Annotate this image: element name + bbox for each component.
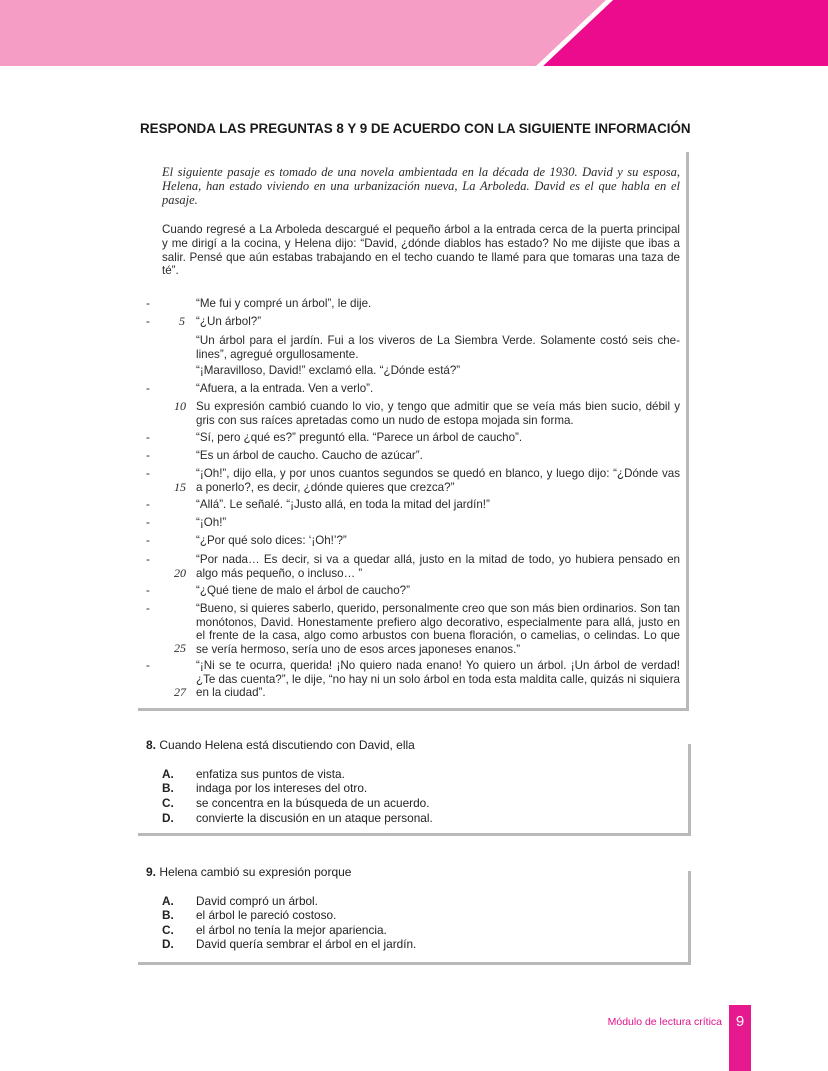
question-9-option-b[interactable] <box>162 908 336 922</box>
line-dash: - <box>146 449 150 462</box>
dialogue-line <box>146 584 686 598</box>
dialogue-line <box>146 659 686 700</box>
line-number: 5 <box>179 314 185 328</box>
line-dash: - <box>146 553 150 566</box>
option-letter: D. <box>162 937 174 951</box>
dialogue-line <box>146 334 686 361</box>
dialogue-line <box>146 364 686 378</box>
option-letter: A. <box>162 767 174 781</box>
question-8-option-a[interactable] <box>162 767 345 781</box>
dialogue-line <box>146 382 686 396</box>
line-dash: - <box>146 498 150 511</box>
option-letter: A. <box>162 894 174 908</box>
line-text: “¡Maravilloso, David!” exclamó ella. “¿Dónde está?” <box>196 364 461 377</box>
line-number: 10 <box>174 399 186 413</box>
option-text: David compró un árbol. <box>196 894 318 908</box>
line-dash: - <box>146 297 150 310</box>
line-dash: - <box>146 659 150 672</box>
line-dash: - <box>146 382 150 395</box>
option-letter: C. <box>162 796 174 810</box>
option-text: enfatiza sus puntos de vista. <box>196 767 345 781</box>
question-8-stem <box>146 738 415 752</box>
dialogue-line <box>146 516 686 530</box>
line-number: 20 <box>174 566 186 580</box>
line-dash: - <box>146 467 150 480</box>
dialogue-line <box>146 553 686 580</box>
line-text: “Allá”. Le señalé. “¡Justo allá, en toda la mitad del jardín!” <box>196 498 490 511</box>
line-text: “¿Por qué solo dices: ‘¡Oh!’?” <box>196 534 347 547</box>
option-text: David quería sembrar el árbol en el jardín. <box>196 937 417 951</box>
passage-intro: El siguiente pasaje es tomado de una novela ambientada en la década de 1930. David y su esposa, Helena, han estado viviendo en una urbanización nueva, La Arboleda. David es el que habla en el pasaje. <box>162 165 680 208</box>
option-letter: B. <box>162 781 174 795</box>
dialogue-line <box>146 431 686 445</box>
line-text: “Afuera, a la entrada. Ven a verlo”. <box>196 382 374 395</box>
question-9-option-c[interactable] <box>162 923 387 937</box>
dialogue-line <box>146 467 686 494</box>
line-text: “Un árbol para el jardín. Fui a los viveros de La Siembra Verde. Solamente costó seis che-lines”, agregué orgullosamente. <box>196 334 680 361</box>
header-band <box>0 0 828 66</box>
question-9-option-a[interactable] <box>162 894 318 908</box>
line-text: “Me fui y compré un árbol”, le dije. <box>196 297 372 310</box>
line-number: 27 <box>174 685 186 699</box>
line-text: “Sí, pero ¿qué es?” preguntó ella. “Parece un árbol de caucho”. <box>196 431 523 444</box>
line-dash: - <box>146 584 150 597</box>
option-text: se concentra en la búsqueda de un acuerdo. <box>196 796 430 810</box>
question-number: 8. <box>146 738 157 752</box>
question-number: 9. <box>146 865 157 879</box>
footer-module-label: Módulo de lectura crítica <box>607 1016 722 1028</box>
line-text: “¡Ni se te ocurra, querida! ¡No quiero nada enano! Yo quiero un árbol. ¡Un árbol de verdad! ¿Te das cuenta?”, le dije, “no hay ni un solo árbol en toda esta maldita calle, quizás ni siquiera en la ciudad”. <box>196 659 680 700</box>
line-number: 15 <box>174 480 186 494</box>
line-dash: - <box>146 315 150 328</box>
line-text: “¿Un árbol?” <box>196 315 262 328</box>
line-text: “Por nada… Es decir, si va a quedar allá, justo en la mitad de todo, yo hubiera pensado en algo más pequeño, o incluso… ” <box>196 553 680 580</box>
question-text: Helena cambió su expresión porque <box>159 865 352 879</box>
option-text: indaga por los intereses del otro. <box>196 781 368 795</box>
question-8-option-b[interactable] <box>162 781 367 795</box>
option-letter: C. <box>162 923 174 937</box>
option-text: el árbol le pareció costoso. <box>196 908 337 922</box>
option-letter: B. <box>162 908 174 922</box>
option-letter: D. <box>162 811 174 825</box>
option-text: convierte la discusión en un ataque personal. <box>196 811 433 825</box>
dialogue-line <box>146 400 686 427</box>
dialogue-line <box>146 498 686 512</box>
line-dash: - <box>146 602 150 615</box>
line-text: “¡Oh!”, dijo ella, y por unos cuantos segundos se quedó en blanco, y luego dijo: “¿Dónde vas a ponerlo?, es decir, ¿dónde quieres que crezca?” <box>196 467 680 494</box>
line-number: 25 <box>174 641 186 655</box>
line-text: Su expresión cambió cuando lo vio, y tengo que admitir que se veía más bien sucio, débil y gris con sus raíces apretadas como un nudo de estopa mojada sin forma. <box>196 400 680 427</box>
section-title: RESPONDA LAS PREGUNTAS 8 Y 9 DE ACUERDO CON LA SIGUIENTE INFORMACIÓN <box>140 121 691 136</box>
line-dash: - <box>146 431 150 444</box>
option-text: el árbol no tenía la mejor apariencia. <box>196 923 387 937</box>
dialogue-line <box>146 315 686 329</box>
line-text: “¡Oh!” <box>196 516 227 529</box>
line-dash: - <box>146 534 150 547</box>
question-8-option-d[interactable] <box>162 811 433 825</box>
page-number: 9 <box>729 1005 751 1071</box>
line-dash: - <box>146 516 150 529</box>
dialogue-line <box>146 534 686 548</box>
line-text: “Bueno, si quieres saberlo, querido, personalmente creo que son más bien ordinarios. Son tan monótonos, David. Honestamente prefiero algo decorativo, especialmente para allá, justo en el frente de la casa, algo como arbustos con buena floración, o camelias, o celindas. Lo que se vería hermoso, sería uno de esos arces japoneses enanos.” <box>196 602 681 656</box>
header-band-graphic <box>0 0 828 66</box>
dialogue-line <box>146 297 686 311</box>
line-text: “¿Qué tiene de malo el árbol de caucho?” <box>196 584 410 597</box>
question-9-stem <box>146 865 351 879</box>
question-text: Cuando Helena está discutiendo con David, ella <box>159 738 415 752</box>
dialogue-line <box>146 602 686 656</box>
question-9-option-d[interactable] <box>162 937 416 951</box>
question-8-option-c[interactable] <box>162 796 430 810</box>
line-text: “Es un árbol de caucho. Caucho de azúcar”. <box>196 449 423 462</box>
dialogue-line <box>146 449 686 463</box>
passage-opening: Cuando regresé a La Arboleda descargué el pequeño árbol a la entrada cerca de la puerta principal y me dirigí a la cocina, y Helena dijo: “David, ¿dónde diablos has estado? No me dijiste que ibas a salir. Pensé que aún estabas trabajando en el techo cuando te llamé para que tomaras una taza de té”. <box>162 223 680 278</box>
